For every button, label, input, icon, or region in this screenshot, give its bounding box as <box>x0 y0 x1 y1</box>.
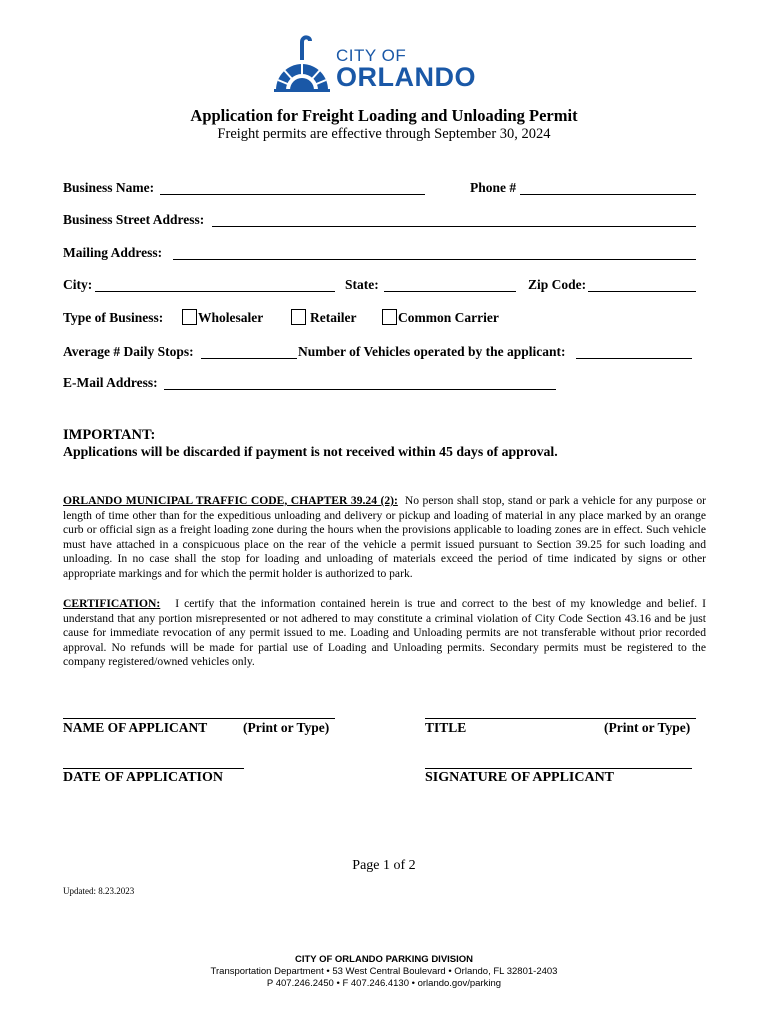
retailer-label: Retailer <box>310 310 357 325</box>
email-field[interactable] <box>164 389 556 390</box>
phone-field[interactable] <box>520 194 696 195</box>
phone-label: Phone # <box>470 180 517 195</box>
certification-paragraph <box>63 597 706 670</box>
retailer-checkbox[interactable] <box>291 309 306 325</box>
page-title: Application for Freight Loading and Unloading Permit <box>190 106 578 125</box>
city-of-orlando-logo <box>266 30 506 102</box>
page-subtitle: Freight permits are effective through September 30, 2024 <box>217 126 551 142</box>
street-address-field[interactable] <box>212 226 696 227</box>
common-carrier-label: Common Carrier <box>398 310 499 325</box>
title-line[interactable] <box>425 718 696 719</box>
state-field[interactable] <box>384 291 516 292</box>
traffic-code-text: No person shall stop, stand or park a vehicle for any purpose or length of time other than for the expeditious unloading and delivery or pickup and loading of material in any place marked by an orange curb or official sign as a freight loading zone during the hours when the provisions applicable to loading zones are in effect. Such vehicle must have attached in a conspicuous place on the rear of the vehicle a permit issued pursuant to Section 39.25 for such loading and unloading. In no case shall the stop for loading and unloading of materials exceed the period of time indicated by signs or other appropriate markings and for which the permit holder is authorized to park. <box>63 494 706 580</box>
daily-stops-field[interactable] <box>201 358 297 359</box>
print-or-type-label-1: (Print or Type) <box>243 720 330 735</box>
city-field[interactable] <box>95 291 335 292</box>
zip-code-field[interactable] <box>588 291 696 292</box>
wholesaler-checkbox[interactable] <box>182 309 197 325</box>
mailing-address-label: Mailing Address: <box>63 245 163 260</box>
certification-heading: CERTIFICATION: <box>63 597 161 610</box>
print-or-type-label-2: (Print or Type) <box>604 720 691 735</box>
certification-text: I certify that the information contained herein is true and correct to the best of my knowledge and belief. I understand that any portion misrepresented or not adhered to may constitute a criminal violation of City Code Section 43.16 and be just cause for immediate revocation of any permit issued to me. Loading and Unloading permits are not transferable without prior recorded approval. No refunds will be made for partial use of Loading and Unloading permits. Secondary permits must be registered to the company registered/owned vehicles only. <box>63 597 706 669</box>
important-text: Applications will be discarded if payment is not received within 45 days of approval. <box>63 444 558 459</box>
business-name-label: Business Name: <box>63 180 155 195</box>
traffic-code-heading: ORLANDO MUNICIPAL TRAFFIC CODE, CHAPTER 39.24 (2): <box>63 494 398 507</box>
page-number: Page 1 of 2 <box>352 858 416 873</box>
footer-address: Transportation Department • 53 West Central Boulevard • Orlando, FL 32801-2403 <box>210 966 558 977</box>
updated-date: Updated: 8.23.2023 <box>63 886 135 896</box>
signature-of-applicant-label: SIGNATURE OF APPLICANT <box>425 770 615 785</box>
mailing-address-field[interactable] <box>173 259 696 260</box>
footer-division: CITY OF ORLANDO PARKING DIVISION <box>294 954 474 965</box>
vehicles-label: Number of Vehicles operated by the applicant: <box>298 344 566 359</box>
date-of-application-label: DATE OF APPLICATION <box>63 770 223 785</box>
street-address-label: Business Street Address: <box>63 212 205 227</box>
wholesaler-label: Wholesaler <box>198 310 264 325</box>
orlando-fountain-icon <box>266 30 336 102</box>
traffic-code-paragraph <box>63 494 706 582</box>
footer-contact: P 407.246.2450 • F 407.246.4130 • orlando.gov/parking <box>266 978 502 989</box>
name-of-applicant-line[interactable] <box>63 718 335 719</box>
city-label: City: <box>63 277 93 292</box>
vehicles-field[interactable] <box>576 358 692 359</box>
email-label: E-Mail Address: <box>63 375 158 390</box>
name-of-applicant-label: NAME OF APPLICANT <box>63 720 208 735</box>
logo-line-2: ORLANDO <box>336 62 476 92</box>
logo-line-1: CITY OF <box>336 46 407 65</box>
type-of-business-label: Type of Business: <box>63 310 164 325</box>
daily-stops-label: Average # Daily Stops: <box>63 344 194 359</box>
important-heading: IMPORTANT: <box>63 427 156 443</box>
title-label: TITLE <box>425 720 467 735</box>
date-of-application-line[interactable] <box>63 768 244 769</box>
signature-line[interactable] <box>425 768 692 769</box>
common-carrier-checkbox[interactable] <box>382 309 397 325</box>
state-label: State: <box>345 277 379 292</box>
zip-code-label: Zip Code: <box>528 277 587 292</box>
business-name-field[interactable] <box>160 194 425 195</box>
